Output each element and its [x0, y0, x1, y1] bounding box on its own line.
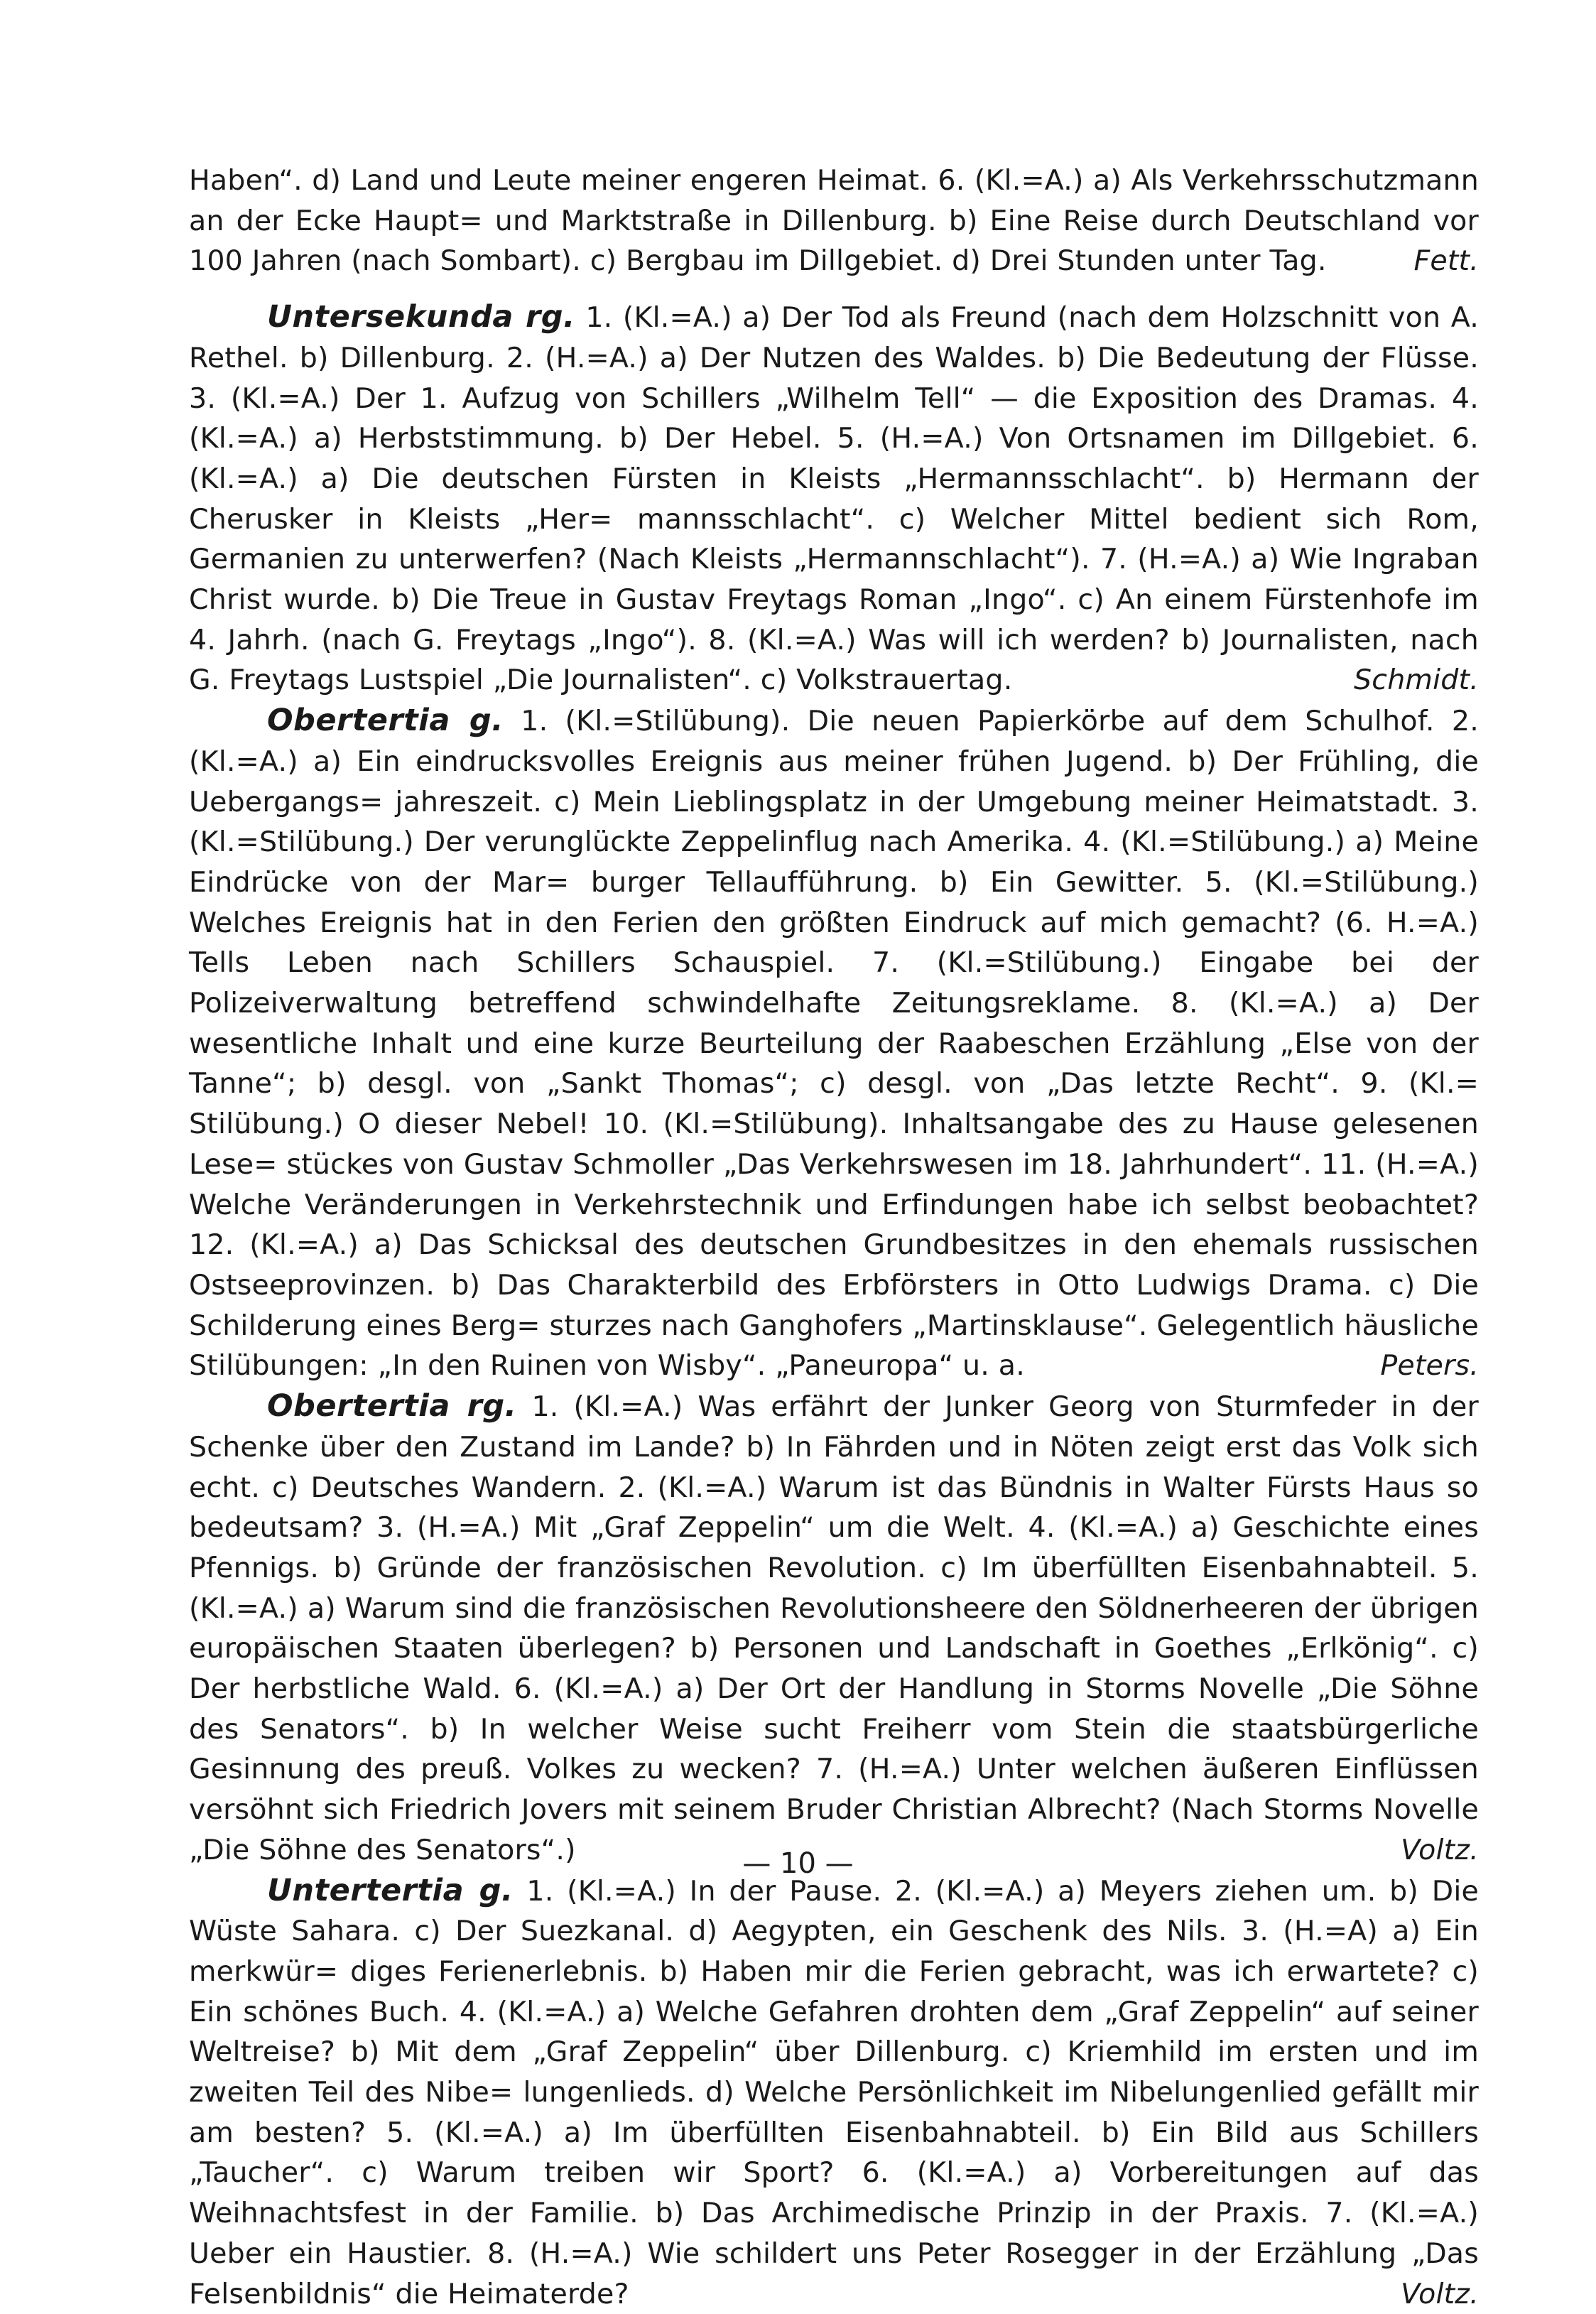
section-text: 1. (Kl.=A.) Was erfährt der Junker Georg von Sturmfeder in der Schenke über den Zustand im Lande? b) In Fährden und in Nöten zeigt erst das Volk sich echt. c) Deutsches Wandern. 2. (Kl.=A.) Warum ist das Bündnis in Walter Fürsts Haus so bedeutsam? 3. (H.=A.) Mit „Graf Zeppelin“ um die Welt. 4. (Kl.=A.) a) Geschichte eines Pfennigs. b) Gründe der französischen Revolution. c) Im überfüllten Eisenbahnabteil. 5. (Kl.=A.) a) Warum sind die französischen Revolutionsheere den Söldnerheeren der übrigen europäischen Staaten überlegen? b) Personen und Landschaft in Goethes „Erlkönig“. c) Der herbstliche Wald. 6. (Kl.=A.) a) Der Ort der Handlung in Storms Novelle „Die Söhne des Senators“. b) In welcher Weise sucht Freiherr vom Stein die staatsbürgerliche Gesinnung des preuß. Volkes zu wecken? 7. (H.=A.) Unter welchen äußeren Einflüssen versöhnt sich Friedrich Jovers mit seinem Bruder Christian Albrecht? (Nach Storms Novelle „Die Söhne des Senators“.) [189, 1390, 1479, 1866]
section-author: Voltz. [1401, 2277, 1479, 2310]
section-heading: Untertertia g. [267, 1872, 514, 1908]
section-heading: Untersekunda rg. [267, 299, 575, 335]
section-heading: Obertertia rg. [267, 1388, 517, 1424]
section-text: 1. (Kl.=A.) In der Pause. 2. (Kl.=A.) a) Meyers ziehen um. b) Die Wüste Sahara. c) Der Suezkanal. d) Aegypten, ein Geschenk des Nils. 3. (H.=A) a) Ein merkwür= diges Ferienerlebnis. b) Haben mir die Ferien gebracht, was ich erwartete? c) Ein schönes Buch. 4. (Kl.=A.) a) Welche Gefahren drohten dem „Graf Zeppelin“ auf seiner Weltreise? b) Mit dem „Graf Zeppelin“ über Dillenburg. c) Kriemhild im ersten und im zweiten Teil des Nibe= lungenlieds. d) Welche Persönlichkeit im Nibelungenlied gefällt mir am besten? 5. (Kl.=A.) a) Im überfüllten Eisenbahnabteil. b) Ein Bild aus Schillers „Taucher“. c) Warum treiben wir Sport? 6. (Kl.=A.) a) Vorbereitungen auf das Weihnachtsfest in der Familie. b) Das Archimedische Prinzip in der Praxis. 7. (Kl.=A.) Ueber ein Haustier. 8. (H.=A.) Wie schildert uns Peter Rosegger in der Erzählung „Das Felsenbildnis“ die Heimaterde? [189, 1874, 1479, 2310]
section-author: Voltz. [1401, 1833, 1479, 1866]
page-number: — 10 — [742, 1847, 854, 1880]
section-obertertia-rg [189, 1386, 1479, 1870]
section-heading: Obertertia g. [267, 703, 504, 739]
section-text: Haben“. d) Land und Leute meiner engeren Heimat. 6. (Kl.=A.) a) Als Verkehrsschutzmann an der Ecke Haupt= und Marktstraße in Dillenburg. b) Eine Reise durch Deutschland vor 100 Jahren (nach Sombart). c) Bergbau im Dillgebiet. d) Drei Stunden unter Tag. [189, 164, 1479, 278]
section-obertertia-g [189, 701, 1479, 1386]
section-untertertia-g [189, 1871, 1479, 2314]
main-text [189, 161, 1479, 2314]
section-continuation [189, 161, 1479, 281]
section-author: Peters. [1380, 1349, 1479, 1383]
section-text: 1. (Kl.=A.) a) Der Tod als Freund (nach dem Holzschnitt von A. Rethel. b) Dillenburg. 2. (H.=A.) a) Der Nutzen des Waldes. b) Die Bedeutung der Flüsse. 3. (Kl.=A.) Der 1. Aufzug von Schillers „Wilhelm Tell“ — die Exposition des Dramas. 4. (Kl.=A.) a) Herbststimmung. b) Der Hebel. 5. (H.=A.) Von Ortsnamen im Dillgebiet. 6. (Kl.=A.) a) Die deutschen Fürsten in Kleists „Hermannsschlacht“. b) Hermann der Cherusker in Kleists „Her= mannsschlacht“. c) Welcher Mittel bedient sich Rom, Germanien zu unterwerfen? (Nach Kleists „Hermannschlacht“). 7. (H.=A.) a) Wie Ingraban Christ wurde. b) Die Treue in Gustav Freytags Roman „Ingo“. c) An einem Fürstenhofe im 4. Jahrh. (nach G. Freytags „Ingo“). 8. (Kl.=A.) Was will ich werden? b) Journalisten, nach G. Freytags Lustspiel „Die Journalisten“. c) Volkstrauertag. [189, 301, 1479, 697]
section-untersekunda-rg [189, 297, 1479, 701]
section-text: 1. (Kl.=Stilübung). Die neuen Papierkörbe auf dem Schulhof. 2. (Kl.=A.) a) Ein eindrucksvolles Ereignis aus meiner frühen Jugend. b) Der Frühling, die Uebergangs= jahreszeit. c) Mein Lieblingsplatz in der Umgebung meiner Heimatstadt. 3. (Kl.=Stilübung.) Der verunglückte Zeppelinflug nach Amerika. 4. (Kl.=Stilübung.) a) Meine Eindrücke von der Mar= burger Tellaufführung. b) Ein Gewitter. 5. (Kl.=Stilübung.) Welches Ereignis hat in den Ferien den größten Eindruck auf mich gemacht? (6. H.=A.) Tells Leben nach Schillers Schauspiel. 7. (Kl.=Stilübung.) Eingabe bei der Polizeiverwaltung betreffend schwindelhafte Zeitungsreklame. 8. (Kl.=A.) a) Der wesentliche Inhalt und eine kurze Beurteilung der Raabeschen Erzählung „Else von der Tanne“; b) desgl. von „Sankt Thomas“; c) desgl. von „Das letzte Recht“. 9. (Kl.= Stilübung.) O dieser Nebel! 10. (Kl.=Stilübung). Inhaltsangabe des zu Hause gelesenen Lese= stückes von Gustav Schmoller „Das Verkehrswesen im 18. Jahrhundert“. 11. (H.=A.) Welche Veränderungen in Verkehrstechnik und Erfindungen habe ich selbst beobachtet? 12. (Kl.=A.) a) Das Schicksal des deutschen Grundbesitzes in den ehemals russischen Ostseeprovinzen. b) Das Charakterbild des Erbförsters in Otto Ludwigs Drama. c) Die Schilderung eines Berg= sturzes nach Ganghofers „Martinsklause“. Gelegentlich häusliche Stilübungen: „In den Ruinen von Wisby“. „Paneuropa“ u. a. [189, 705, 1479, 1383]
section-author: Schmidt. [1354, 664, 1479, 697]
section-author: Fett. [1413, 244, 1479, 278]
